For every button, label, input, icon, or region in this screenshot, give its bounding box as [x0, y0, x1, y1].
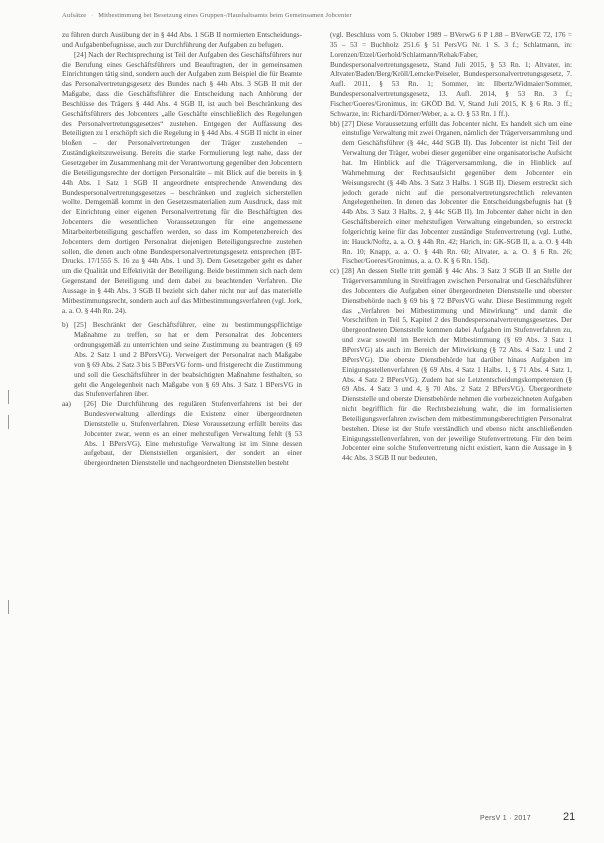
page-number: 21: [563, 811, 576, 823]
paragraph-marker: bb): [330, 118, 340, 128]
paragraph-marker: b): [62, 320, 69, 330]
numbered-paragraph: [330, 119, 572, 267]
paragraph-text: [24] Nach der Rechtsprechung ist Teil der Aufgaben des Geschäftsführers nur die Berufung eines Geschäftsführers und Beauftragten, der in gemeinsamen Einrichtungen tätig sind, sondern auch der Aufgaben zum Beispiel die für Beamte das Personalvertretungsgesetz des Bundes nach § 44h Abs. 3 SGB II mit der Maßgabe, dass die Geschäftsführer die Entscheidung nach Anhörung der Beschlüsse des Trägers § 44d Abs. 4 SGB II, ist auch bei Beschränkung des Geschäftsführers des Jobcenters „alle Geschäfte einschließlich des Regelungen des Personalvertretungsgesetzes“ zustehen. Entgegen der Auffassung des Beteiligten zu 1 erschöpft sich die Regelung in § 44d Abs. 4 SGB II nicht in einer bloßen – der Personalvertretungen der Träger zustehenden – Zuständigkeitszuweisung. Bereits die starke Formulierung legt nahe, dass der Gesetzgeber im Zusammenhang mit der Verantwortung gegenüber den Jobcentern die Beteiligungsrechte der dortigen Personalräte – mit Blick auf die bereits in § 44h Abs. 1 Satz 1 SGB II angeordnete entsprechende Anwendung des Bundespersonalvertretungsgesetzes – beschränken und zugleich sicherstellen wollte. Demgemäß kommt in den Gesetzesmaterialien zum Ausdruck, dass mit der Einrichtung einer eigenen Personalvertretung für die Beschäftigten des Jobcenters die wesentlichen Voraussetzungen für eine angemessene Mitarbeiterbeteiligung geschaffen werden, so dass im Kompetenzbereich des Jobcenters dem dortigen Personalrat diejenigen Beteiligungsrechte zustehen sollen, die denen auch ohne Bundespersonalvertretungsgesetz entsprechen (BT-Drucks. 17/1555 S. 16 zu § 44h Abs. 1 und 3). Dem Gesetzgeber geht es daher um die Qualität und Effektivität der Beteiligung. Beide bestimmen sich nach dem Gegenstand der Beteiligung und dem dabei zu beachtenden Verfahren. Die Aussage in § 44h Abs. 3 SGB II bezieht sich daher nicht nur auf das materielle Mitbestimmungsrecht, sondern auch auf das Mitbestimmungsverfahren (vgl. Jork, a. a. O. § 44h Rn. 24).: [62, 49, 302, 315]
paragraph-text: zu führen durch Ausübung der in § 44d Abs. 1 SGB II normierten Entscheidungs- und Aufgabenbefugnisse, auch zur Durchführung der Aufgaben zu befugen.: [62, 30, 302, 49]
running-head: [62, 12, 562, 19]
running-head-left: Aufsätze: [62, 12, 87, 19]
numbered-paragraph: [330, 266, 572, 463]
margin-rule: [8, 415, 9, 429]
paragraph-text: [28] An dessen Stelle tritt gemäß § 44c Abs. 3 Satz 3 SGB II an Stelle der Trägerversammlung in Streitfragen zwischen Personalrat und Geschäftsführer des Jobcenters die Aufgaben einer übergeordneten Dienststelle und oberster Dienstbehörde nach § 69 bis § 72 BPersVG wahr. Diese Bestimmung regelt das „Verfahren bei Mitbestimmung und Mitwirkung“ und damit die Vorschriften in Teil 5, Kapitel 2 des Bundespersonalvertretungsgesetzes. Der übergeordneten Dienststelle kommen dabei Aufgaben im Stufenverfahren zu, und zwar sowohl im Bereich der Mitbestimmung (§ 69 Abs. 3 Satz 1 BPersVG) als auch im Bereich der Mitwirkung (§ 72 Abs. 4 Satz 1 und 2 BPersVG). Die oberste Dienstbehörde hat darüber hinaus Aufgaben im Einigungsstellenverfahren (§ 69 Abs. 4 Satz 1 Halbs. 1, § 71 Abs. 4 Satz 1, Abs. 4 Satz 2 BPersVG). Zudem hat sie Letztentscheidungskompetenzen (§ 69 Abs. 4 Satz 3 und 4, § 70 Abs. 2 Satz 2 BPersVG). Übergeordnete Dienststelle und oberste Dienstbehörde nehmen die vorbezeichneten Aufgaben nicht begrifflich für die Rechtsbeziehung wahr, die im formalisierten Beteiligungsverfahren zwischen dem mitbestimmungsberechtigten Personalrat bestehen. Diese ist der Stufe verständlich und ebenso nicht anschließenden Einigungsstellenverfahren, von der jeweilige Stufenvertretung. Für den beim Jobcenter eine solche Stufenvertretung nicht existiert, kann die Aussage in § 44c Abs. 3 SGB II nur bedeuten,: [342, 266, 572, 463]
numbered-paragraph: [62, 399, 302, 468]
margin-rule: [8, 390, 9, 404]
running-head-title: Mitbestimmung bei Besetzung eines Gruppen-/Haushaltsamts beim Gemeinsamen Jobcenter: [98, 12, 352, 19]
footer-journal: PersV 1 · 2017: [480, 815, 531, 822]
left-column: [62, 30, 302, 468]
paragraph-text: (vgl. Beschluss vom 5. Oktober 1989 – BVerwG 6 P 1.88 – BVerwGE 72, 176 = 35 – 53 = Buchholz 251.6 § 51 PersVG Nr. 1 S. 3 f.; Schlatmann, in: Lorenzen/Etzel/Gerhold/Schlatmann/Rehak/Faber, Bundespersonalvertretungsgesetz, Stand Juli 2015, § 53 Rn. 1; Altvater, in: Altvater/Baden/Berg/Kröll/Lemcke/Peiseler, Bundespersonalvertretungsgesetz, 7. Aufl. 2011, § 53 Rn. 1; Sommer, in: Ilbertz/Widmaier/Sommer, Bundespersonalvertretungsgesetz, 13. Aufl. 2014, § 53 Rn. 3 f.; Fischer/Goeres/Gronimus, in: GKÖD Bd. V, Stand Juli 2015, K § 6 Rn. 3 ff.; Schwarze, in: Richardi/Dörner/Weber, a. a. O. § 53 Rn. 1 ff.).: [330, 30, 572, 118]
numbered-paragraph: [62, 320, 302, 399]
margin-rule: [8, 600, 9, 614]
paragraph-text: [25] Beschränkt der Geschäftsführer, eine zu bestimmungspflichtige Maßnahme zu treffen, so hat er dem Personalrat des Jobcenters ordnungsgemäß zu unterrichten und seine Zustimmung zu beantragen (§ 69 Abs. 2 Satz 1 und 2 BPersVG). Verweigert der Personalrat nach Maßgabe von § 69 Abs. 2 Satz 3 bis 5 BPersVG form- und fristgerecht die Zustimmung und soll die Geschäftsführer in der beabsichtigten Maßnahme festhalten, so geht die Angelegenheit nach Maßgabe von § 69 Abs. 3 Satz 1 BPersVG in das Stufenverfahren über.: [74, 320, 302, 399]
paragraph: [62, 50, 302, 316]
right-column: [330, 30, 572, 463]
running-head-separator: ·: [91, 12, 94, 19]
paragraph-marker: cc): [330, 266, 339, 276]
paragraph: [330, 30, 572, 119]
paragraph-text: [26] Die Durchführung des regulären Stufenverfahrens ist bei der Bundesverwaltung allerdings die Existenz einer übergeordneten Dienststelle u. Stufenverfahren. Diese Voraussetzung erfüllt bereits das Jobcenter zwar, wenn es an einer mehrstufigen Verwaltung fehlt (§ 53 Abs. 1 BPersVG). Eine mehrstufige Verwaltung ist im Sinne dessen aufgebaut, der Dienststellen organisiert, der sondert an einer übergeordneten Dienststelle und nachgeordneten Dienststellen besteht: [84, 399, 302, 468]
paragraph-text: [27] Diese Voraussetzung erfüllt das Jobcenter nicht. Es handelt sich um eine einstufige Verwaltung mit zwei Organen, nämlich der Trägerversammlung und dem Geschäftsführer (§ 44c, 44d SGB II). Das Jobcenter ist nicht Teil der Verwaltung der Träger, wobei dieser gegenüber eine organisatorische Aufsicht hat. Im Hinblick auf die Trägerversammlung, die in Hinblick auf Wahrnehmung der Rechtsaufsicht gegenüber dem Jobcenter ein Weisungsrecht (§ 44b Abs. 3 Satz 3 Halbs. 1 SGB II). Diesem erstreckt sich jedoch gerade nicht auf die personalvertretungsrechtlich relevanten Angelegenheiten. In denen das Jobcenter die Entscheidungsbefugnis hat (§ 44b Abs. 3 Satz 3 Halbs. 2, § 44c SGB II). Im Jobcenter daher nicht in den Geschäftsbereich einer mehrstufigen Verwaltung eingebunden, so erstreckt folgerichtig keine für das Jobcenter zuständige Stufenvertretung (vgl. Luthe, in: Hauck/Noftz, a. a. O. § 44h Rn. 42; Harich, in: GK-SGB II, a. a. O. § 44h Rn. 10; Knapp, a. a. O. § 44h Rn. 60; Altvater, a. a. O. § 6 Rn. 26; Fischer/Goeres/Gronimus, a. a. O. K § 6 Rn. 15d).: [342, 118, 572, 266]
paragraph: [62, 30, 302, 50]
paragraph-marker: aa): [62, 399, 71, 409]
